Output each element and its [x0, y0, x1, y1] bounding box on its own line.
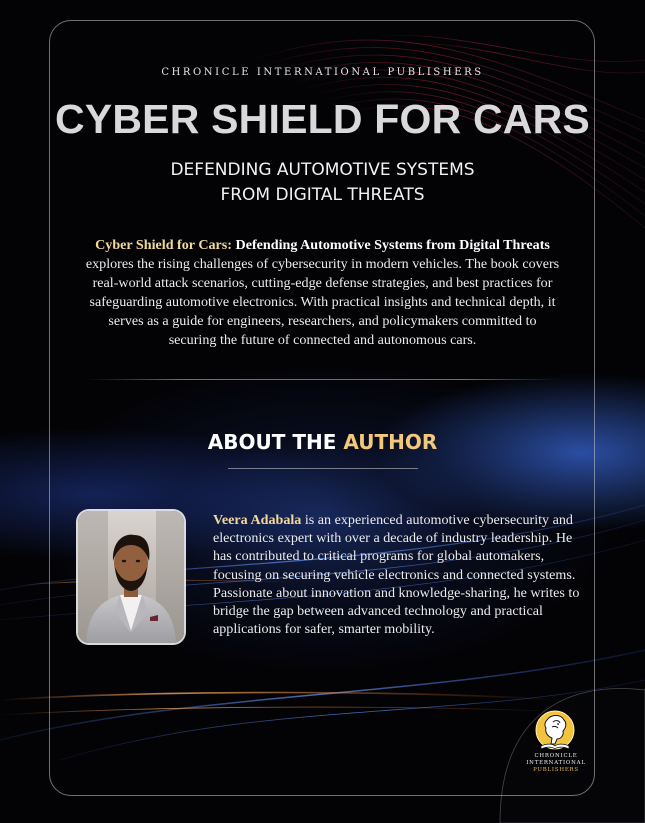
logo-wordmark — [522, 753, 590, 774]
book-subtitle — [0, 158, 645, 208]
author-portrait-icon — [78, 511, 184, 643]
about-heading-underline — [228, 468, 418, 469]
logo-line-1: CHRONICLE — [534, 753, 578, 759]
author-photo — [78, 511, 184, 643]
lion-head-emblem-icon — [533, 708, 579, 752]
publisher-logo — [522, 708, 590, 788]
description-title-highlight: Cyber Shield for Cars: — [95, 237, 232, 253]
about-heading-accent: AUTHOR — [343, 430, 438, 454]
book-description — [84, 236, 561, 350]
logo-line-2: INTERNATIONAL — [526, 760, 586, 766]
subtitle-line-1: DEFENDING AUTOMOTIVE SYSTEMS — [170, 160, 475, 180]
author-bio-text: is an experienced automotive cybersecurity and electronics expert with over a decade of industry leadership. He has contributed to critical programs for global automakers, focusing on securing vehicle electronics and connected systems. Passionate about innovation and knowledge-sharing, he writes to bridge the gap between advanced technology and practical applications for safer, smarter mobility. — [213, 512, 580, 638]
about-author-heading — [0, 430, 645, 454]
description-subtitle-highlight: Defending Automotive Systems from Digital Threats — [232, 237, 550, 253]
publisher-name: CHRONICLE INTERNATIONAL PUBLISHERS — [161, 67, 484, 78]
book-title: CYBER SHIELD FOR CARS — [55, 96, 590, 142]
logo-line-3: PUBLISHERS — [533, 767, 579, 773]
author-name: Veera Adabala — [213, 512, 302, 528]
description-body: explores the rising challenges of cybersecurity in modern vehicles. The book covers real-world attack scenarios, cutting-edge defense strategies, and best practices for safeguarding automotive electronics. With practical insights and technical depth, it serves as a guide for engineers, researchers, and policymakers committed to securing the future of connected and autonomous cars. — [85, 256, 560, 348]
section-divider — [88, 379, 558, 380]
subtitle-line-2: FROM DIGITAL THREATS — [220, 185, 425, 205]
about-heading-prefix: ABOUT THE — [207, 430, 344, 454]
author-bio — [213, 511, 583, 638]
